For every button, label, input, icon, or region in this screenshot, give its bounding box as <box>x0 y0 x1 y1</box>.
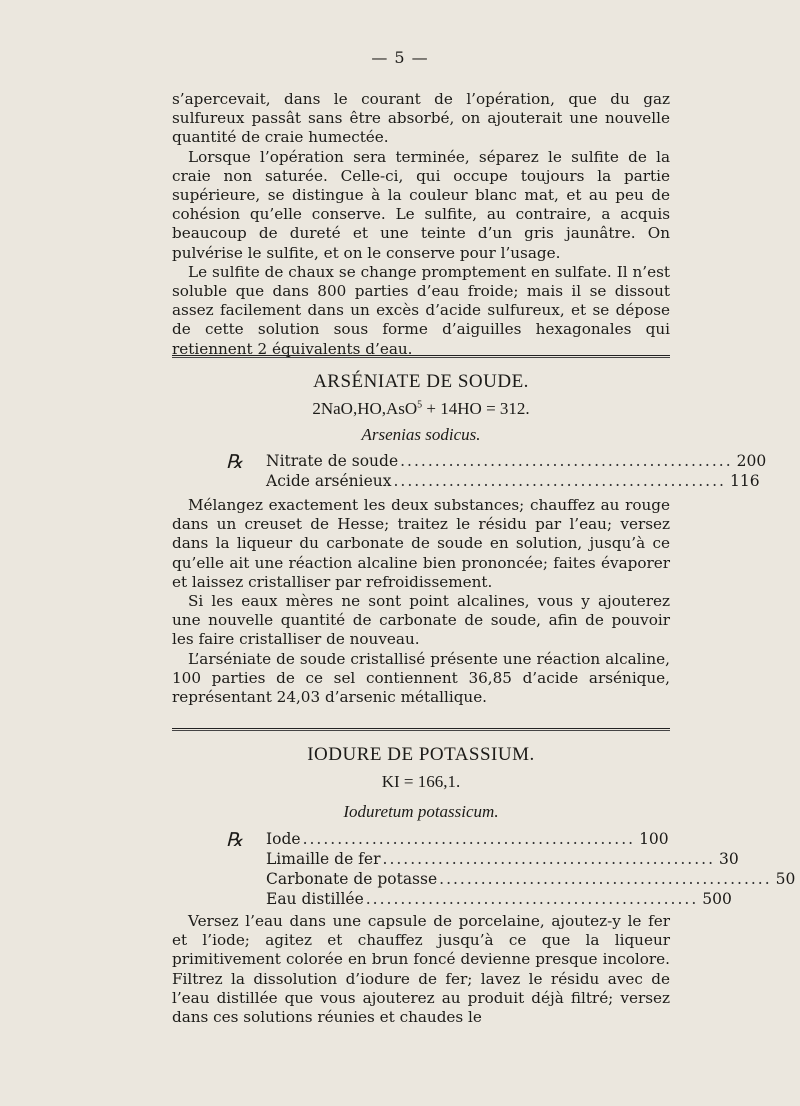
page-number: — 5 — <box>371 48 429 67</box>
recipe-list <box>172 830 796 910</box>
latin-name: Arsenias sodicus. <box>361 425 481 444</box>
paragraph: Le sulfite de chaux se change promptement en sulfate. Il n’est soluble que dans 800 parties d’eau froide; mais il se dissout assez facilement dans un excès d’acide sulfureux, et se dépose de cette solution sous forme d’aiguilles hexagonales qui retiennent 2 équivalents d’eau. <box>172 262 670 358</box>
ingredient-row: Acide arsénieux ................................................ 116 <box>266 472 760 490</box>
recipe-icon: ℞ <box>226 830 244 851</box>
ingredient-row: Carbonate de potasse ................................................ 50 <box>266 870 796 888</box>
recipe-icon: ℞ <box>226 452 244 473</box>
section-iodure <box>172 744 796 1027</box>
recipe-list <box>172 452 767 492</box>
paragraph: Mélangez exactement les deux substances; chauffez au rouge dans un creuset de Hesse; traitez le résidu par l’eau; versez dans la liqueur du carbonate de soude en solution, jusqu’à ce qu’elle ait une réaction alcaline bien prononcée; faites évaporer et laissez cristalliser par refroidissement. <box>172 496 670 591</box>
ingredient-row: Iode ................................................ 100 <box>266 830 669 848</box>
section-title: ARSÉNIATE DE SOUDE. <box>313 371 529 392</box>
chemical-formula: 2NaO,HO,AsO$^5$ + 14HO = 312. <box>312 399 530 418</box>
top-text-block <box>172 90 670 359</box>
paragraph: Versez l’eau dans une capsule de porcelaine, ajoutez-y le fer et l’iode; agitez et chauffez jusqu’à ce que la liqueur primitivement colorée en brun foncé devienne presque incolore. Filtrez la dissolution d’iodure de fer; lavez le résidu avec de l’eau distillée que vous ajouterez au produit déjà filtré; versez dans ces solutions réunies et chaudes le <box>172 912 670 1027</box>
section-arseniate <box>172 371 767 707</box>
latin-name: Ioduretum potassicum. <box>343 802 499 821</box>
ingredient-row: Limaille de fer ................................................ 30 <box>266 850 739 868</box>
section-title: IODURE DE POTASSIUM. <box>307 744 535 765</box>
paragraph: Lorsque l’opération sera terminée, séparez le sulfite de la craie non saturée. Celle-ci, qui occupe toujours la partie supérieure, se distingue à la couleur blanc mat, et au peu de cohésion qu’elle conserve. Le sulfite, au contraire, a acquis beaucoup de dureté et une teinte d’un gris jaunâtre. On pulvérise le sulfite, et on le conserve pour l’usage. <box>172 147 670 262</box>
section-divider <box>172 728 670 731</box>
paragraph: s’apercevait, dans le courant de l’opération, que du gaz sulfureux passât sans être absorbé, on ajouterait une nouvelle quantité de craie humectée. <box>172 90 670 147</box>
ingredient-row: Eau distillée ................................................ 500 <box>266 890 732 908</box>
ingredient-row: Nitrate de soude ................................................ 200 <box>266 452 767 470</box>
chemical-formula: KI = 166,1. <box>381 772 461 791</box>
paragraph: Si les eaux mères ne sont point alcalines, vous y ajouterez une nouvelle quantité de carbonate de soude, afin de pouvoir les faire cristalliser de nouveau. <box>172 592 670 649</box>
section-divider <box>172 355 670 358</box>
paragraph: L’arséniate de soude cristallisé présente une réaction alcaline, 100 parties de ce sel contiennent 36,85 d’acide arsénique, représentant 24,03 d’arsenic métallique. <box>172 649 670 707</box>
